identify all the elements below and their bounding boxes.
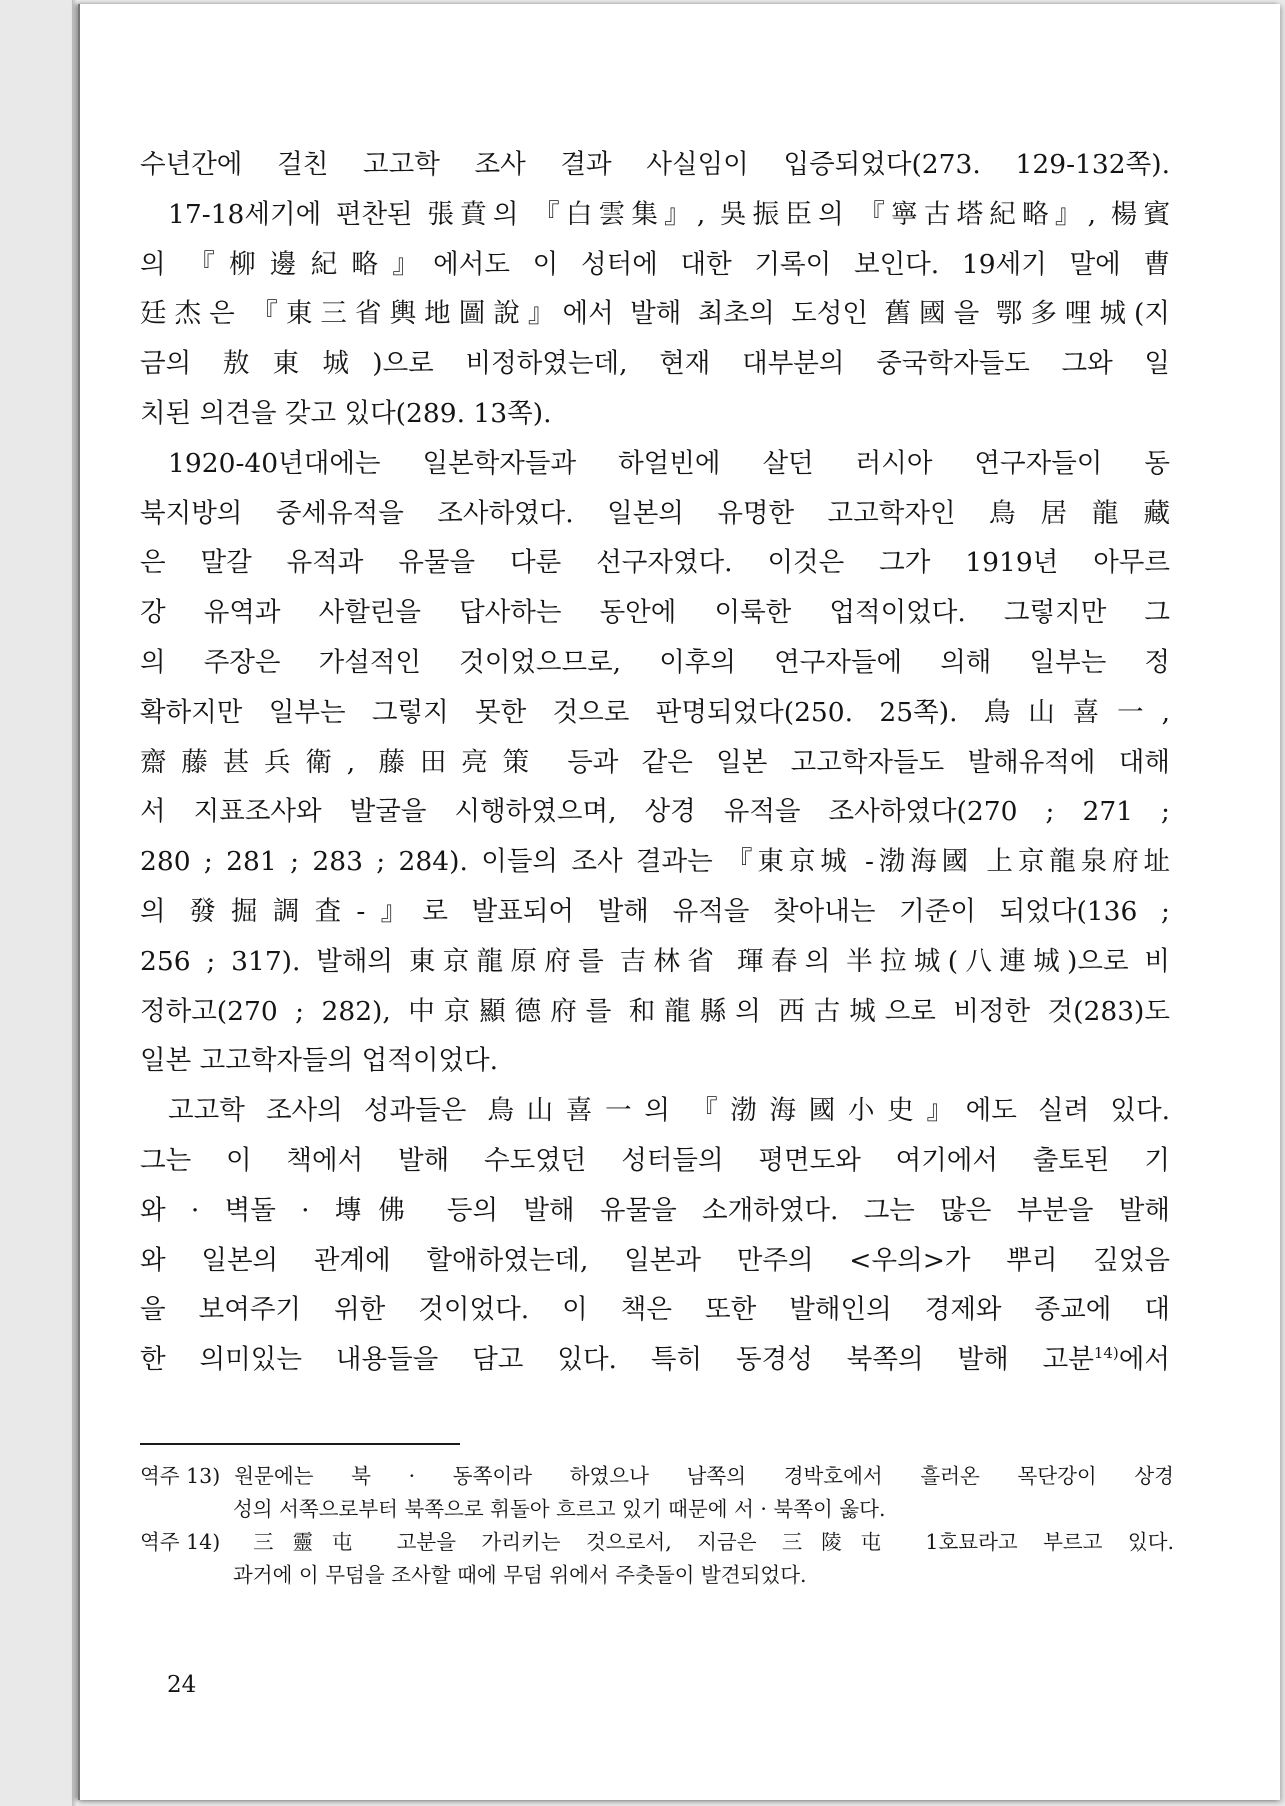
footnote-label: 역주 13) bbox=[140, 1464, 221, 1488]
body-line: 확하지만 일부는 그렇지 못한 것으로 판명되었다(250. 25쪽). 鳥山喜一, bbox=[140, 696, 1170, 728]
body-line: 강 유역과 사할린을 답사하는 동안에 이룩한 업적이었다. 그렇지만 그 bbox=[140, 597, 1170, 629]
footnote-ref-14: 14) bbox=[1093, 1344, 1119, 1363]
footnotes bbox=[140, 1460, 1174, 1592]
body-line: 정하고(270 ; 282), 中京顯德府를 和龍縣의 西古城으로 비정한 것(283)도 bbox=[140, 995, 1170, 1027]
body-line: 17-18세기에 편찬된 張賁의 『白雲集』, 吳振臣의 『寧古塔紀略』, 楊賓 bbox=[168, 198, 1170, 230]
body-line: 256 ; 317). 발해의 東京龍原府를 吉林省 琿春의 半拉城(八連城)으로 비 bbox=[140, 945, 1170, 977]
footnote-text: 三靈屯 고분을 가리키는 것으로서, 지금은 三陵屯 1호묘라고 부르고 있다. bbox=[234, 1530, 1174, 1554]
page-number: 24 bbox=[167, 1672, 197, 1698]
body-line: 금의 敖東城)으로 비정하였는데, 현재 대부분의 중국학자들도 그와 일 bbox=[140, 348, 1170, 380]
body-line: 齋藤甚兵衛, 藤田亮策 등과 같은 일본 고고학자들도 발해유적에 대해 bbox=[140, 746, 1170, 778]
footnote-13 bbox=[140, 1460, 1174, 1493]
body-line: 그는 이 책에서 발해 수도였던 성터들의 평면도와 여기에서 출토된 기 bbox=[140, 1144, 1170, 1176]
body-line: 의 『柳邊紀略』에서도 이 성터에 대한 기록이 보인다. 19세기 말에 曹 bbox=[140, 248, 1170, 280]
body-line: 북지방의 중세유적을 조사하였다. 일본의 유명한 고고학자인 鳥居龍藏 bbox=[140, 497, 1170, 529]
body-line: 와 일본의 관계에 할애하였는데, 일본과 만주의 <우의>가 뿌리 깊었음 bbox=[140, 1244, 1170, 1276]
body-line: 한 의미있는 내용들을 담고 있다. 특히 동경성 북쪽의 발해 고분$^{14)}$에서 bbox=[140, 1344, 1170, 1376]
body-line: 수년간에 걸친 고고학 조사 결과 사실임이 입증되었다(273. 129-132쪽). bbox=[140, 149, 1170, 180]
body-line: 의 發掘調査-』로 발표되어 발해 유적을 찾아내는 기준이 되었다(136 ; bbox=[140, 895, 1170, 927]
body-line: 치된 의견을 갖고 있다(289. 13쪽). bbox=[140, 397, 552, 429]
body-line: 서 지표조사와 발굴을 시행하였으며, 상경 유적을 조사하였다(270 ; 271 ; bbox=[140, 796, 1170, 828]
body-line: 廷杰은 『東三省輿地圖說』에서 발해 최초의 도성인 舊國을 鄂多哩城(지 bbox=[140, 298, 1170, 330]
body-line: 고고학 조사의 성과들은 鳥山喜一의 『渤海國小史』에도 실려 있다. bbox=[168, 1095, 1170, 1127]
footnote-text: 원문에는 북 · 동쪽이라 하였으나 남쪽의 경박호에서 흘러온 목단강이 상경 bbox=[234, 1464, 1174, 1488]
footnote-14 bbox=[140, 1526, 1174, 1559]
footnote-divider bbox=[140, 1443, 460, 1445]
body-line: 일본 고고학자들의 업적이었다. bbox=[140, 1045, 499, 1077]
body-line: 280 ; 281 ; 283 ; 284). 이들의 조사 결과는 『東京城 -渤海國 上京龍泉府址 bbox=[140, 846, 1170, 878]
body-line: 1920-40년대에는 일본학자들과 하얼빈에 살던 러시아 연구자들이 동 bbox=[168, 447, 1170, 479]
footnote-label: 역주 14) bbox=[140, 1530, 221, 1554]
body-line: 은 말갈 유적과 유물을 다룬 선구자였다. 이것은 그가 1919년 아무르 bbox=[140, 547, 1170, 579]
body-line: 와 · 벽돌 · 塼佛 등의 발해 유물을 소개하였다. 그는 많은 부분을 발해 bbox=[140, 1194, 1170, 1226]
footnote-continuation: 과거에 이 무덤을 조사할 때에 무덤 위에서 주춧돌이 발견되었다. bbox=[233, 1563, 807, 1587]
body-line: 의 주장은 가설적인 것이었으므로, 이후의 연구자들에 의해 일부는 정 bbox=[140, 646, 1170, 678]
body-line: 을 보여주기 위한 것이었다. 이 책은 또한 발해인의 경제와 종교에 대 bbox=[140, 1294, 1170, 1326]
body-text bbox=[140, 140, 1170, 1385]
footnote-continuation: 성의 서쪽으로부터 북쪽으로 휘돌아 흐르고 있기 때문에 서 · 북쪽이 옳다. bbox=[233, 1497, 886, 1521]
